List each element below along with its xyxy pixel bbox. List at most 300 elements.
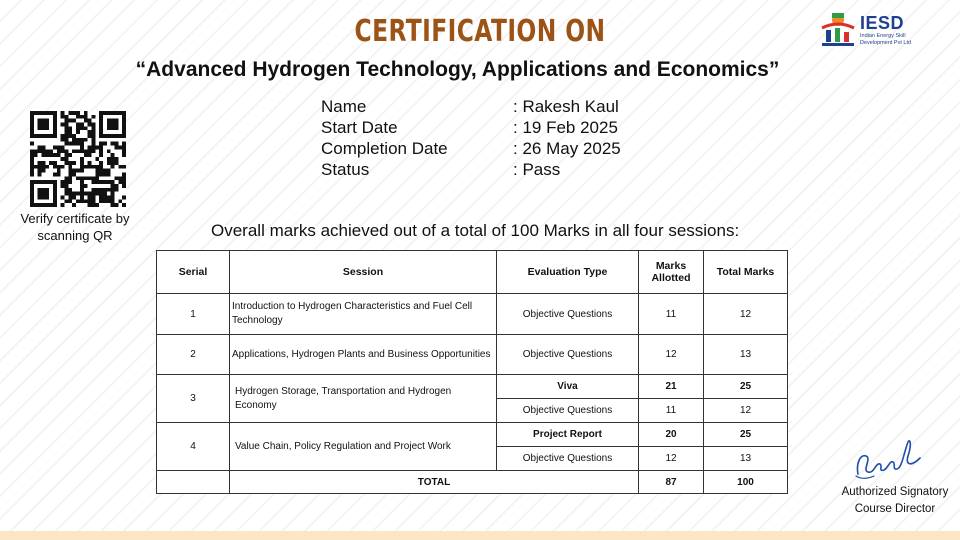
qr-module [103, 199, 107, 203]
qr-module [65, 199, 69, 203]
header-evaluation-type: Evaluation Type [497, 251, 639, 294]
qr-module [88, 195, 92, 199]
qr-module [111, 165, 115, 169]
qr-module [65, 134, 69, 138]
qr-module [122, 123, 126, 127]
qr-module [30, 172, 34, 176]
marks-table [156, 250, 788, 494]
qr-module [49, 111, 53, 115]
qr-module [65, 138, 69, 142]
qr-module [111, 126, 115, 130]
qr-module [122, 130, 126, 134]
qr-module [38, 123, 42, 127]
qr-module [38, 126, 42, 130]
qr-module [114, 161, 118, 165]
qr-module [91, 176, 95, 180]
qr-module [68, 126, 72, 130]
qr-module [42, 188, 46, 192]
qr-module [34, 111, 38, 115]
qr-module [111, 142, 115, 146]
qr-module [91, 126, 95, 130]
qr-module [80, 115, 84, 119]
marks-summary: Overall marks achieved out of a total of 100 Marks in all four sessions: [211, 221, 740, 240]
qr-module [53, 130, 57, 134]
qr-module [61, 146, 65, 150]
qr-module [111, 161, 115, 165]
qr-module [107, 199, 111, 203]
qr-module [99, 115, 103, 119]
qr-module [84, 184, 88, 188]
qr-module [49, 149, 53, 153]
qr-module [68, 176, 72, 180]
qr-module [91, 188, 95, 192]
qr-module [53, 199, 57, 203]
qr-module [30, 119, 34, 123]
marks-allotted-cell: 12 [639, 447, 704, 471]
qr-module [68, 142, 72, 146]
qr-module [91, 142, 95, 146]
qr-module [95, 192, 99, 196]
qr-module [68, 180, 72, 184]
qr-module [61, 111, 65, 115]
qr-module [30, 123, 34, 127]
qr-module [57, 153, 61, 157]
qr-module [111, 123, 115, 127]
qr-module [103, 188, 107, 192]
qr-module [65, 123, 69, 127]
qr-module [68, 199, 72, 203]
total-marks-cell: 13 [704, 335, 788, 375]
qr-module [91, 134, 95, 138]
info-label: Start Date [321, 118, 398, 137]
qr-module [68, 119, 72, 123]
qr-module [114, 123, 118, 127]
qr-module [95, 146, 99, 150]
qr-module [91, 192, 95, 196]
qr-module [30, 161, 34, 165]
logo-name: IESD [860, 13, 905, 33]
evaluation-type-cell: Objective Questions [497, 335, 639, 375]
qr-module [53, 119, 57, 123]
qr-module [61, 134, 65, 138]
qr-module [107, 111, 111, 115]
qr-module [91, 123, 95, 127]
qr-module [88, 165, 92, 169]
qr-module [30, 134, 34, 138]
qr-module [72, 161, 76, 165]
total-marks-cell: 12 [704, 399, 788, 423]
certificate-info [321, 96, 621, 180]
qr-module [88, 119, 92, 123]
qr-module [99, 134, 103, 138]
qr-module [38, 165, 42, 169]
qr-code-icon [30, 111, 126, 207]
qr-module [53, 180, 57, 184]
qr-module [111, 184, 115, 188]
info-label: Completion Date [321, 139, 448, 158]
qr-module [42, 146, 46, 150]
qr-module [65, 115, 69, 119]
qr-module [99, 149, 103, 153]
qr-module [103, 134, 107, 138]
qr-module [45, 119, 49, 123]
qr-module [42, 119, 46, 123]
marks-allotted-cell: 12 [639, 335, 704, 375]
session-cell: Hydrogen Storage, Transportation and Hydrogen Economy [230, 375, 497, 423]
qr-module [95, 165, 99, 169]
qr-module [68, 153, 72, 157]
qr-module [53, 153, 57, 157]
qr-module [99, 192, 103, 196]
qr-module [122, 115, 126, 119]
qr-module [76, 111, 80, 115]
qr-module [84, 165, 88, 169]
qr-module [38, 172, 42, 176]
iesd-logo-icon [818, 10, 858, 48]
qr-module [107, 169, 111, 173]
qr-module [84, 192, 88, 196]
signature-icon [850, 436, 930, 484]
qr-module [118, 199, 122, 203]
signatory-role: Course Director [854, 503, 936, 515]
qr-module [61, 115, 65, 119]
qr-module [84, 149, 88, 153]
qr-module [80, 176, 84, 180]
qr-module [80, 195, 84, 199]
qr-module [91, 195, 95, 199]
table-row [157, 335, 788, 375]
qr-module [88, 130, 92, 134]
qr-module [80, 199, 84, 203]
qr-module [88, 153, 92, 157]
qr-module [65, 149, 69, 153]
qr-module [114, 146, 118, 150]
qr-module [107, 123, 111, 127]
total-marks: 100 [704, 471, 788, 494]
qr-module [99, 169, 103, 173]
qr-module [114, 134, 118, 138]
qr-module [72, 119, 76, 123]
qr-module [65, 192, 69, 196]
qr-module [45, 192, 49, 196]
total-marks-cell: 25 [704, 423, 788, 447]
qr-module [99, 195, 103, 199]
qr-module [95, 188, 99, 192]
qr-module [107, 172, 111, 176]
qr-module [57, 149, 61, 153]
qr-module [118, 111, 122, 115]
serial-cell: 4 [157, 423, 230, 471]
qr-module [38, 134, 42, 138]
qr-module [103, 192, 107, 196]
serial-cell: 2 [157, 335, 230, 375]
qr-module [76, 149, 80, 153]
qr-module [84, 126, 88, 130]
qr-module [80, 126, 84, 130]
qr-module [122, 111, 126, 115]
qr-module [76, 169, 80, 173]
qr-module [68, 169, 72, 173]
qr-module [80, 184, 84, 188]
qr-module [91, 130, 95, 134]
evaluation-type-cell: Viva [497, 375, 639, 399]
qr-module [49, 203, 53, 207]
qr-module [49, 161, 53, 165]
qr-module [61, 138, 65, 142]
qr-module [53, 203, 57, 207]
qr-module [91, 138, 95, 142]
qr-module [45, 203, 49, 207]
qr-module [84, 199, 88, 203]
qr-module [88, 203, 92, 207]
qr-module [107, 149, 111, 153]
qr-module [111, 180, 115, 184]
qr-module [118, 134, 122, 138]
qr-module [99, 111, 103, 115]
info-value: : Pass [513, 160, 561, 179]
qr-module [91, 146, 95, 150]
total-allotted: 87 [639, 471, 704, 494]
qr-module [122, 172, 126, 176]
qr-module [42, 180, 46, 184]
qr-module [111, 111, 115, 115]
qr-module [68, 188, 72, 192]
qr-module [114, 126, 118, 130]
qr-module [30, 130, 34, 134]
qr-module [111, 119, 115, 123]
header-serial: Serial [157, 251, 230, 294]
qr-module [53, 188, 57, 192]
qr-module [114, 176, 118, 180]
info-value: : Rakesh Kaul [513, 97, 619, 116]
qr-module [30, 165, 34, 169]
qr-module [42, 126, 46, 130]
qr-module [122, 203, 126, 207]
qr-module [53, 192, 57, 196]
qr-module [111, 188, 115, 192]
qr-module [53, 172, 57, 176]
table-row [157, 375, 788, 399]
qr-module [57, 146, 61, 150]
qr-caption: Verify certificate by scanning QR [20, 211, 130, 243]
qr-module [45, 188, 49, 192]
qr-module [45, 126, 49, 130]
certificate-heading: CERTIFICATION ON [354, 14, 606, 49]
qr-module [68, 130, 72, 134]
qr-module [42, 161, 46, 165]
qr-module [76, 138, 80, 142]
qr-module [84, 138, 88, 142]
qr-module [42, 169, 46, 173]
qr-module [99, 199, 103, 203]
qr-module [42, 134, 46, 138]
total-marks-cell: 13 [704, 447, 788, 471]
qr-module [65, 161, 69, 165]
qr-module [95, 172, 99, 176]
qr-module [65, 130, 69, 134]
qr-module [107, 134, 111, 138]
qr-module [34, 153, 38, 157]
qr-module [99, 130, 103, 134]
qr-module [45, 195, 49, 199]
qr-module [68, 195, 72, 199]
qr-module [49, 153, 53, 157]
qr-module [118, 176, 122, 180]
info-row-name [321, 96, 621, 117]
qr-module [38, 203, 42, 207]
qr-module [68, 134, 72, 138]
qr-module [99, 153, 103, 157]
qr-module [122, 176, 126, 180]
qr-module [91, 180, 95, 184]
qr-module [76, 142, 80, 146]
qr-module [80, 142, 84, 146]
qr-module [122, 184, 126, 188]
header-total-marks: Total Marks [704, 251, 788, 294]
qr-module [103, 180, 107, 184]
qr-module [45, 165, 49, 169]
qr-module [53, 146, 57, 150]
evaluation-type-cell: Objective Questions [497, 399, 639, 423]
qr-module [30, 195, 34, 199]
qr-module [84, 115, 88, 119]
qr-module [61, 203, 65, 207]
signatory-title: Authorized Signatory [841, 486, 949, 498]
qr-module [72, 195, 76, 199]
qr-module [61, 157, 65, 161]
qr-module [76, 115, 80, 119]
qr-module [72, 111, 76, 115]
qr-module [111, 192, 115, 196]
qr-module [53, 126, 57, 130]
qr-module [34, 203, 38, 207]
qr-module [76, 123, 80, 127]
qr-module [84, 153, 88, 157]
qr-module [88, 176, 92, 180]
qr-module [76, 176, 80, 180]
qr-module [107, 126, 111, 130]
qr-module [91, 165, 95, 169]
qr-module [45, 134, 49, 138]
qr-module [72, 138, 76, 142]
qr-module [30, 169, 34, 173]
qr-module [45, 180, 49, 184]
qr-module [30, 142, 34, 146]
header-marks-allotted: Marks Allotted [639, 251, 704, 294]
qr-module [30, 111, 34, 115]
session-cell: Value Chain, Policy Regulation and Project Work [230, 423, 497, 471]
qr-module [30, 126, 34, 130]
qr-module [111, 153, 115, 157]
total-label: TOTAL [230, 471, 639, 494]
qr-module [65, 176, 69, 180]
qr-module [95, 176, 99, 180]
qr-module [38, 192, 42, 196]
qr-module [76, 130, 80, 134]
qr-module [91, 199, 95, 203]
qr-module [68, 111, 72, 115]
qr-module [95, 203, 99, 207]
iesd-logo [818, 10, 938, 50]
qr-module [122, 146, 126, 150]
qr-module [99, 165, 103, 169]
info-value: : 26 May 2025 [513, 139, 621, 158]
qr-module [30, 180, 34, 184]
qr-module [72, 172, 76, 176]
qr-module [99, 126, 103, 130]
qr-module [80, 192, 84, 196]
qr-module [80, 157, 84, 161]
qr-module [72, 142, 76, 146]
qr-module [80, 165, 84, 169]
qr-module [49, 180, 53, 184]
qr-module [45, 111, 49, 115]
qr-module [53, 161, 57, 165]
qr-module [53, 111, 57, 115]
signatory-caption [830, 484, 960, 518]
marks-allotted-cell: 11 [639, 399, 704, 423]
qr-module [103, 195, 107, 199]
qr-module [80, 180, 84, 184]
marks-allotted-cell: 11 [639, 294, 704, 335]
total-row [157, 471, 788, 494]
qr-module [30, 203, 34, 207]
qr-module [42, 203, 46, 207]
qr-module [30, 184, 34, 188]
qr-module [72, 169, 76, 173]
qr-module [38, 180, 42, 184]
table-row [157, 294, 788, 335]
qr-module [38, 119, 42, 123]
qr-module [103, 169, 107, 173]
info-row-status [321, 159, 621, 180]
qr-module [118, 165, 122, 169]
qr-module [53, 165, 57, 169]
qr-module [88, 146, 92, 150]
qr-module [80, 138, 84, 142]
qr-module [65, 188, 69, 192]
qr-module [111, 195, 115, 199]
qr-module [122, 165, 126, 169]
qr-module [114, 119, 118, 123]
qr-module [38, 188, 42, 192]
qr-module [107, 161, 111, 165]
qr-module [111, 134, 115, 138]
qr-module [80, 161, 84, 165]
qr-module [84, 176, 88, 180]
qr-module [107, 157, 111, 161]
evaluation-type-cell: Project Report [497, 423, 639, 447]
qr-module [122, 153, 126, 157]
marks-allotted-cell: 20 [639, 423, 704, 447]
qr-module [80, 149, 84, 153]
qr-module [88, 123, 92, 127]
qr-module [114, 157, 118, 161]
qr-module [111, 157, 115, 161]
qr-module [99, 172, 103, 176]
table-row [157, 423, 788, 447]
qr-module [42, 153, 46, 157]
qr-module [95, 180, 99, 184]
qr-module [30, 153, 34, 157]
qr-module [53, 134, 57, 138]
qr-module [88, 149, 92, 153]
qr-module [99, 161, 103, 165]
course-title: “Advanced Hydrogen Technology, Applications and Economics” [135, 58, 780, 81]
qr-module [38, 195, 42, 199]
qr-module [88, 161, 92, 165]
qr-module [34, 134, 38, 138]
